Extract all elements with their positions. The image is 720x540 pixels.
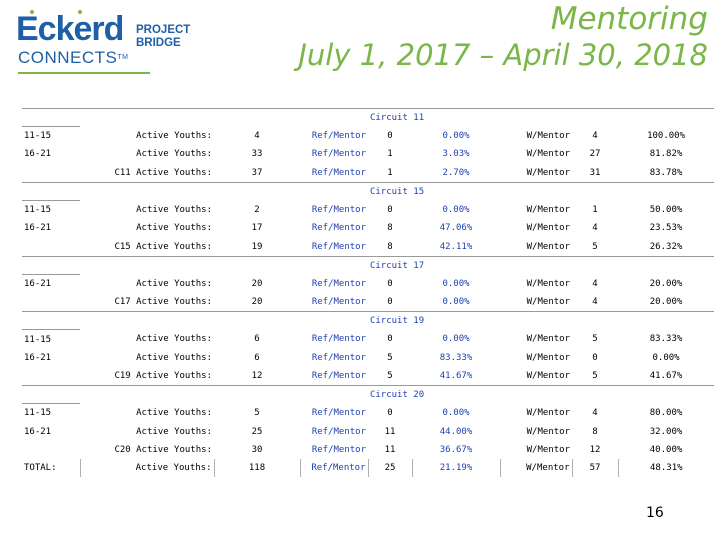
mentoring-report (22, 108, 714, 477)
circuit-title: Circuit 20 (80, 386, 714, 404)
ref-mentor-label: Ref/Mentor (311, 352, 366, 363)
w-mentor-label: W/Mentor (500, 459, 572, 477)
circuit-spacer (22, 312, 80, 330)
active-youths-label: Active Youths: (80, 459, 214, 477)
ref-mentor-percent: 0.00% (442, 204, 470, 215)
active-youths-count: 4 (254, 130, 260, 141)
w-mentor-percent: 81.82% (649, 149, 683, 160)
w-mentor-percent: 83.33% (649, 334, 683, 345)
w-mentor-count: 4 (592, 278, 598, 289)
w-mentor-count: 0 (592, 352, 598, 363)
active-youths-count: 37 (251, 167, 263, 178)
age-group-cell: 11-15 (22, 127, 80, 146)
active-youths-count: 118 (214, 459, 300, 477)
active-youths-label: Active Youths: (136, 130, 212, 141)
w-mentor-count: 4 (592, 297, 598, 308)
w-mentor-label: W/Mentor (526, 352, 570, 363)
w-mentor-count: 4 (592, 130, 598, 141)
ref-mentor-percent: 42.11% (439, 241, 473, 252)
logo-brand-text: Eckerd (16, 10, 124, 48)
active-youths-count: 30 (251, 445, 263, 455)
active-youths-label: Active Youths: (136, 408, 212, 419)
w-mentor-count: 5 (592, 371, 598, 382)
ref-mentor-label: Ref/Mentor (311, 334, 366, 345)
circuit-title: Circuit 11 (80, 109, 714, 127)
ref-mentor-percent: 41.67% (439, 371, 473, 382)
ref-mentor-label: Ref/Mentor (311, 223, 366, 234)
active-youths-count: 20 (251, 297, 263, 308)
ref-mentor-percent: 2.70% (442, 167, 470, 178)
age-group-cell: 11-15 (22, 200, 80, 219)
ref-mentor-count: 25 (368, 459, 412, 477)
table-row (22, 459, 714, 477)
ref-mentor-count: 0 (387, 297, 393, 308)
w-mentor-percent: 26.32% (649, 241, 683, 252)
active-youths-label: C20 Active Youths: (114, 445, 212, 455)
ref-mentor-count: 1 (387, 149, 393, 160)
w-mentor-label: W/Mentor (526, 408, 570, 419)
ref-mentor-count: 5 (387, 371, 393, 382)
w-mentor-label: W/Mentor (526, 204, 570, 215)
ref-mentor-percent: 0.00% (442, 130, 470, 141)
eckerd-connects-logo (16, 10, 216, 74)
ref-mentor-count: 0 (387, 408, 393, 419)
ref-mentor-percent: 44.00% (439, 426, 473, 437)
ref-mentor-label: Ref/Mentor (311, 278, 366, 289)
active-youths-label: Active Youths: (136, 204, 212, 215)
circuit-header-row (22, 386, 714, 404)
age-group-cell: TOTAL: (24, 463, 57, 474)
w-mentor-label: W/Mentor (526, 371, 570, 382)
active-youths-label: Active Youths: (136, 334, 212, 345)
w-mentor-count: 12 (589, 445, 601, 455)
table-row (22, 423, 714, 441)
ref-mentor-label: Ref/Mentor (311, 167, 366, 178)
w-mentor-label: W/Mentor (526, 445, 570, 455)
active-youths-count: 25 (251, 426, 263, 437)
w-mentor-percent: 23.53% (649, 223, 683, 234)
w-mentor-percent: 80.00% (649, 408, 683, 419)
table-row (22, 441, 714, 459)
w-mentor-count: 5 (592, 241, 598, 252)
ref-mentor-percent: 21.19% (412, 459, 500, 477)
w-mentor-percent: 0.00% (652, 352, 680, 363)
logo-bridge-line: BRIDGE (136, 37, 181, 49)
ref-mentor-label: Ref/Mentor (311, 371, 366, 382)
page-number: 16 (646, 505, 664, 521)
logo-underline (18, 72, 150, 74)
slide-title: Mentoring (550, 1, 708, 37)
table-row (22, 293, 714, 312)
ref-mentor-count: 0 (387, 204, 393, 215)
age-group-cell: 16-21 (24, 149, 52, 160)
table-row (22, 145, 714, 163)
ref-mentor-count: 11 (384, 426, 396, 437)
active-youths-count: 2 (254, 204, 260, 215)
w-mentor-percent: 83.78% (649, 167, 683, 178)
active-youths-label: C19 Active Youths: (114, 371, 212, 382)
ref-mentor-label: Ref/Mentor (311, 445, 366, 455)
w-mentor-count: 8 (592, 426, 598, 437)
ref-mentor-label: Ref/Mentor (311, 297, 366, 308)
circuit-spacer (22, 386, 80, 404)
logo-project-line: PROJECT (136, 24, 191, 36)
w-mentor-percent: 32.00% (649, 426, 683, 437)
w-mentor-percent: 20.00% (649, 278, 683, 289)
active-youths-count: 33 (251, 149, 263, 160)
w-mentor-label: W/Mentor (526, 426, 570, 437)
ref-mentor-percent: 3.03% (442, 149, 470, 160)
ref-mentor-percent: 47.06% (439, 223, 473, 234)
circuit-spacer (22, 256, 80, 274)
ref-mentor-label: Ref/Mentor (311, 241, 366, 252)
w-mentor-count: 5 (592, 334, 598, 345)
ref-mentor-count: 8 (387, 241, 393, 252)
ref-mentor-percent: 0.00% (442, 334, 470, 345)
age-group-cell: 11-15 (22, 404, 80, 423)
mentoring-table (22, 108, 714, 477)
ref-mentor-percent: 83.33% (439, 352, 473, 363)
ref-mentor-percent: 0.00% (442, 278, 470, 289)
table-row (22, 237, 714, 256)
ref-mentor-label: Ref/Mentor (300, 459, 368, 477)
ref-mentor-count: 0 (387, 278, 393, 289)
table-row (22, 200, 714, 219)
w-mentor-count: 31 (589, 167, 601, 178)
age-group-cell: 11-15 (22, 330, 80, 349)
ref-mentor-count: 5 (387, 352, 393, 363)
age-group-cell: 16-21 (24, 426, 52, 437)
w-mentor-label: W/Mentor (526, 334, 570, 345)
active-youths-count: 17 (251, 223, 263, 234)
w-mentor-count: 4 (592, 223, 598, 234)
active-youths-label: C11 Active Youths: (114, 167, 212, 178)
active-youths-count: 12 (251, 371, 263, 382)
w-mentor-label: W/Mentor (526, 297, 570, 308)
ref-mentor-percent: 36.67% (439, 445, 473, 455)
logo-connects-text: CONNECTSTM (18, 48, 129, 67)
w-mentor-label: W/Mentor (526, 241, 570, 252)
table-row (22, 127, 714, 146)
ref-mentor-percent: 0.00% (442, 297, 470, 308)
w-mentor-percent: 50.00% (649, 204, 683, 215)
age-group-cell (22, 293, 80, 312)
table-row (22, 367, 714, 386)
ref-mentor-label: Ref/Mentor (311, 426, 366, 437)
circuit-title: Circuit 15 (80, 182, 714, 200)
w-mentor-count: 57 (572, 459, 618, 477)
age-group-cell: 16-21 (24, 223, 52, 234)
ref-mentor-percent: 0.00% (442, 408, 470, 419)
circuit-header-row (22, 312, 714, 330)
ref-mentor-count: 11 (384, 445, 396, 455)
active-youths-label: Active Youths: (136, 223, 212, 234)
active-youths-label: Active Youths: (136, 352, 212, 363)
w-mentor-label: W/Mentor (526, 223, 570, 234)
ref-mentor-count: 8 (387, 223, 393, 234)
w-mentor-count: 27 (589, 149, 601, 160)
active-youths-label: Active Youths: (136, 426, 212, 437)
ref-mentor-count: 1 (387, 167, 393, 178)
circuit-header-row (22, 109, 714, 127)
circuit-header-row (22, 256, 714, 274)
table-row (22, 349, 714, 367)
slide-date-range: July 1, 2017 – April 30, 2018 (298, 38, 708, 72)
logo-project-bridge (136, 24, 190, 50)
circuit-spacer (22, 109, 80, 127)
w-mentor-label: W/Mentor (526, 278, 570, 289)
circuit-spacer (22, 182, 80, 200)
active-youths-label: C17 Active Youths: (114, 297, 212, 308)
w-mentor-count: 1 (592, 204, 598, 215)
w-mentor-percent: 41.67% (649, 371, 683, 382)
w-mentor-count: 4 (592, 408, 598, 419)
ref-mentor-label: Ref/Mentor (311, 204, 366, 215)
active-youths-count: 5 (254, 408, 260, 419)
table-row (22, 404, 714, 423)
circuit-header-row (22, 182, 714, 200)
active-youths-label: Active Youths: (136, 278, 212, 289)
w-mentor-percent: 100.00% (647, 130, 685, 141)
table-row (22, 164, 714, 183)
w-mentor-label: W/Mentor (526, 167, 570, 178)
age-group-cell (22, 441, 80, 459)
active-youths-count: 6 (254, 334, 260, 345)
w-mentor-label: W/Mentor (526, 149, 570, 160)
age-group-cell: 16-21 (22, 274, 80, 293)
active-youths-count: 19 (251, 241, 263, 252)
ref-mentor-label: Ref/Mentor (311, 149, 366, 160)
age-group-cell (22, 367, 80, 386)
active-youths-label: Active Youths: (136, 149, 212, 160)
active-youths-count: 20 (251, 278, 263, 289)
table-row (22, 274, 714, 293)
age-group-cell (22, 237, 80, 256)
w-mentor-percent: 20.00% (649, 297, 683, 308)
active-youths-count: 6 (254, 352, 260, 363)
age-group-cell: 16-21 (24, 352, 52, 363)
table-row (22, 219, 714, 237)
ref-mentor-count: 0 (387, 334, 393, 345)
ref-mentor-label: Ref/Mentor (311, 130, 366, 141)
circuit-title: Circuit 19 (80, 312, 714, 330)
w-mentor-percent: 40.00% (649, 445, 683, 455)
table-row (22, 330, 714, 349)
circuit-title: Circuit 17 (80, 256, 714, 274)
active-youths-label: C15 Active Youths: (114, 241, 212, 252)
w-mentor-label: W/Mentor (526, 130, 570, 141)
ref-mentor-label: Ref/Mentor (311, 408, 366, 419)
w-mentor-percent: 48.31% (618, 459, 714, 477)
logo-trademark: TM (117, 54, 129, 61)
ref-mentor-count: 0 (387, 130, 393, 141)
age-group-cell (22, 164, 80, 183)
